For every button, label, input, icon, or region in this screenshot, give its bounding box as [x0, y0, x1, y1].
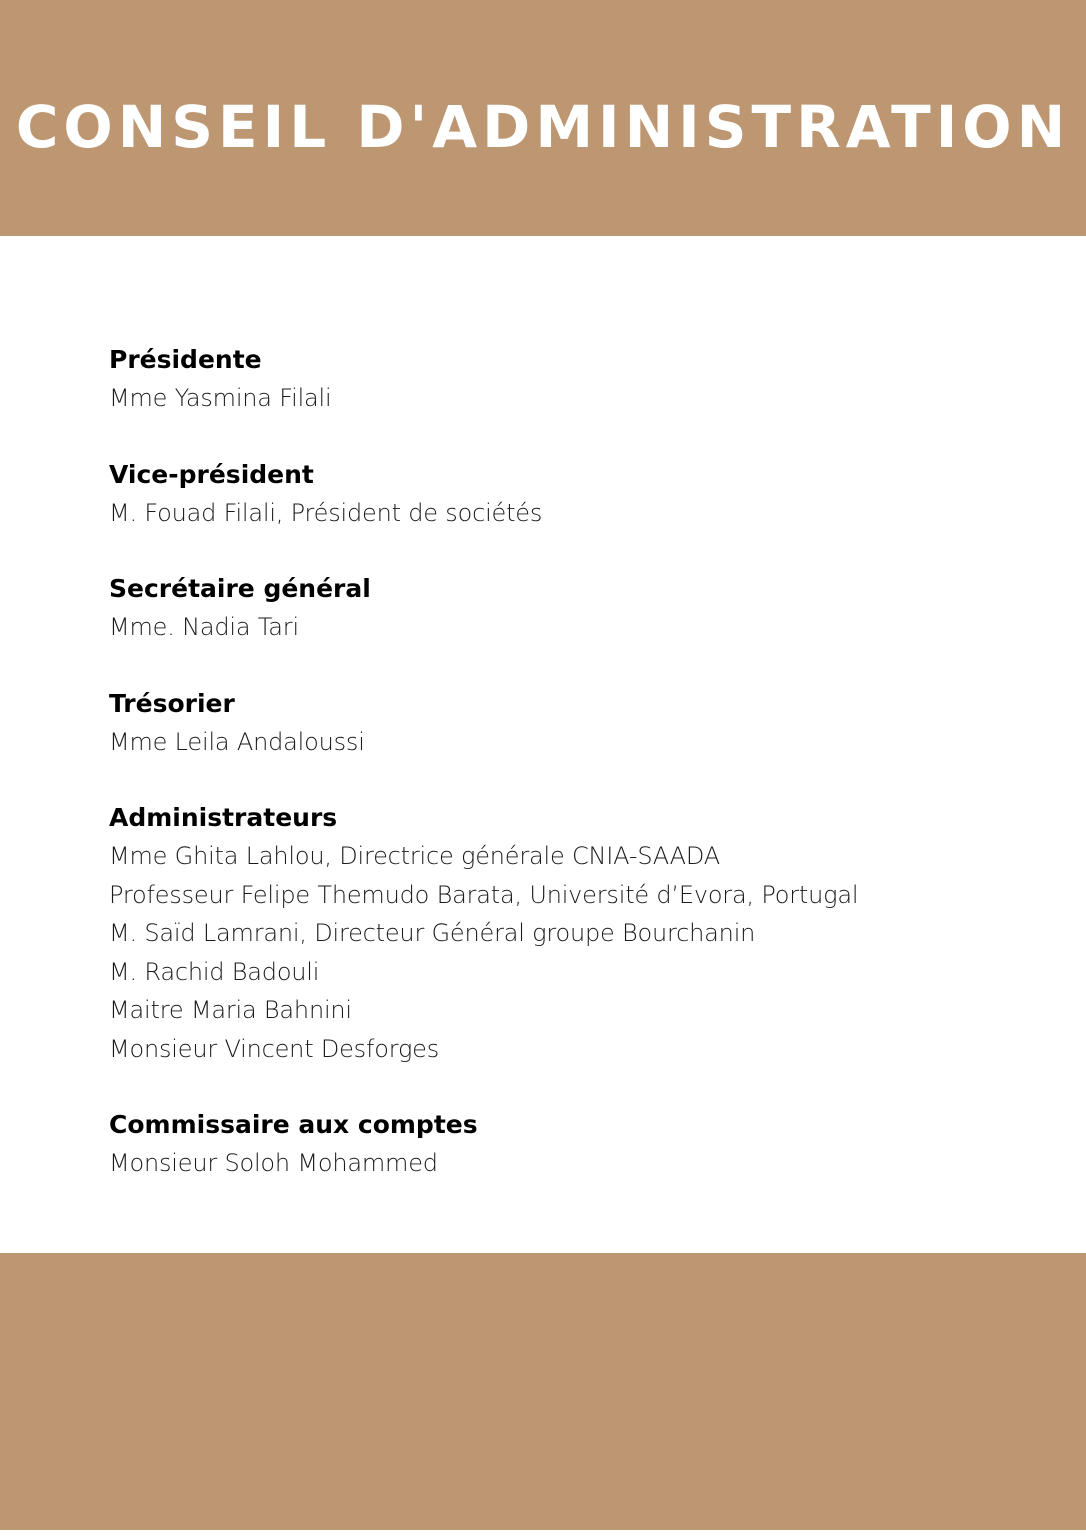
- page-title: CONSEIL D'ADMINISTRATION: [15, 93, 1071, 161]
- board-members-list: [109, 341, 1009, 1221]
- footer-band: [0, 1253, 1086, 1530]
- section-vice-president: [109, 456, 1009, 533]
- member-line: M. Rachid Badouli: [109, 957, 320, 986]
- member-line: Mme Leila Andaloussi: [109, 727, 365, 756]
- member-line: Mme. Nadia Tari: [109, 613, 299, 641]
- section-heading: Commissaire aux comptes: [109, 1110, 478, 1139]
- section-heading: Présidente: [109, 345, 262, 374]
- section-administrateurs: [109, 799, 1009, 1068]
- member-line: Mme Ghita Lahlou, Directrice générale CNIA-SAADA: [109, 842, 720, 870]
- member-line: M. Fouad Filali, Président de sociétés: [109, 498, 543, 527]
- section-heading: Vice-président: [109, 459, 314, 489]
- section-heading: Trésorier: [109, 688, 235, 718]
- member-line: Professeur Felipe Themudo Barata, Université d’Evora, Portugal: [109, 880, 859, 909]
- section-secretaire-general: [109, 570, 1009, 647]
- section-commissaire-aux-comptes: [109, 1106, 1009, 1183]
- member-line: M. Saïd Lamrani, Directeur Général groupe Bourchanin: [109, 919, 756, 947]
- member-line: Monsieur Soloh Mohammed: [109, 1149, 438, 1177]
- member-line: Mme Yasmina Filali: [109, 384, 332, 412]
- section-heading: Secrétaire général: [109, 574, 371, 603]
- header-band: [0, 0, 1086, 236]
- section-presidente: [109, 341, 1009, 418]
- section-heading: Administrateurs: [109, 803, 338, 832]
- section-tresorier: [109, 685, 1009, 762]
- member-line: Monsieur Vincent Desforges: [109, 1034, 440, 1063]
- member-line: Maitre Maria Bahnini: [109, 996, 352, 1024]
